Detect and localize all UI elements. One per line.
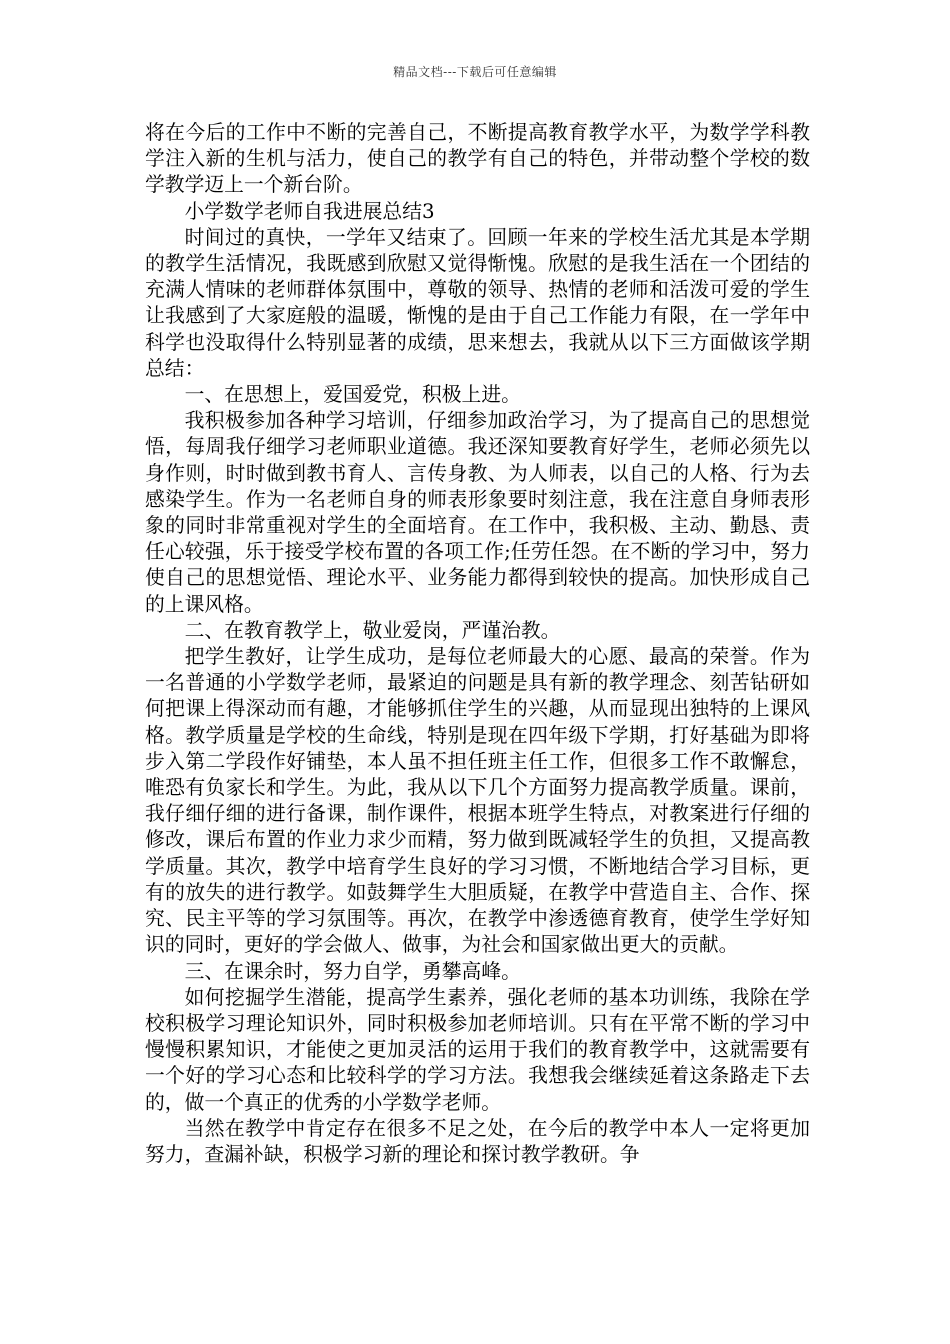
paragraph-ideology: 我积极参加各种学习培训，仔细参加政治学习，为了提高自己的思想觉悟，每周我仔细学习老师职业道德。我还深知要教育好学生，老师必须先以身作则，时时做到教书育人、言传身教、为人师表，以自己的人格、行为去感染学生。作为一名老师自身的师表形象要时刻注意，我在注意自身师表形象的同时非常重视对学生的全面培育。在工作中，我积极、主动、勤恳、责任心较强，乐于接受学校布置的各项工作;任劳任怨。在不断的学习中，努力使自己的思想觉悟、理论水平、业务能力都得到较快的提高。加快形成自己的上课风格。 — [145, 409, 810, 616]
subheading-self-study: 三、在课余时，努力自学，勇攀高峰。 — [184, 959, 521, 983]
paragraph-intro: 时间过的真快，一学年又结束了。回顾一年来的学校生活尤其是本学期的教学生活情况，我既感到欣慰又觉得惭愧。欣慰的是我生活在一个团结的充满人情味的老师群体氛围中，尊敬的领导、热情的老师和活泼可爱的学生让我感到了大家庭般的温暖，惭愧的是由于自己工作能力有限，在一学年中科学也没取得什么特别显著的成绩，思来想去，我就从以下三方面做该学期总结： — [145, 225, 810, 380]
paragraph-self-study: 如何挖掘学生潜能，提高学生素养，强化老师的基本功训练，我除在学校积极学习理论知识外，同时积极参加老师培训。只有在平常不断的学习中慢慢积累知识，才能使之更加灵活的运用于我们的教育教学中，这就需要有一个好的学习心态和比较科学的学习方法。我想我会继续延着这条路走下去的，做一个真正的优秀的小学数学老师。 — [145, 985, 810, 1114]
subheading-teaching: 二、在教育教学上，敬业爱岗，严谨治教。 — [184, 618, 561, 642]
document-body — [145, 120, 810, 1168]
paragraph-closing: 当然在教学中肯定存在很多不足之处，在今后的教学中本人一定将更加努力，查漏补缺，积极学习新的理论和探讨教学教研。争 — [145, 1116, 810, 1166]
subheading-ideology: 一、在思想上，爱国爱党，积极上进。 — [184, 383, 521, 407]
paragraph-teaching: 把学生教好，让学生成功，是每位老师最大的心愿、最高的荣誉。作为一名普通的小学数学老师，最紧迫的问题是具有新的教学理念、刻苦钻研如何把课上得深动而有趣，才能够抓住学生的兴趣，从而显现出独特的上课风格。教学质量是学校的生命线，特别是现在四年级下学期，打好基础为即将步入第二学段作好铺垫，本人虽不担任班主任工作，但很多工作不敢懈怠，唯恐有负家长和学生。为此，我从以下几个方面努力提高教学质量。课前，我仔细仔细的进行备课，制作课件，根据本班学生特点，对教案进行仔细的修改，课后布置的作业力求少而精，努力做到既减轻学生的负担，又提高教学质量。其次，教学中培育学生良好的学习习惯，不断地结合学习目标，更有的放失的进行教学。如鼓舞学生大胆质疑，在教学中营造自主、合作、探究、民主平等的学习氛围等。再次，在教学中渗透德育教育，使学生学好知识的同时，更好的学会做人、做事，为社会和国家做出更大的贡献。 — [145, 645, 810, 957]
paragraph-continuation: 将在今后的工作中不断的完善自己，不断提高教育教学水平，为数学学科教学注入新的生机与活力，使自己的教学有自己的特色，并带动整个学校的数学教学迈上一个新台阶。 — [145, 121, 810, 197]
page-header: 精品文档---下载后可任意编辑 — [393, 65, 557, 79]
section-title: 小学数学老师自我进展总结3 — [184, 199, 435, 223]
